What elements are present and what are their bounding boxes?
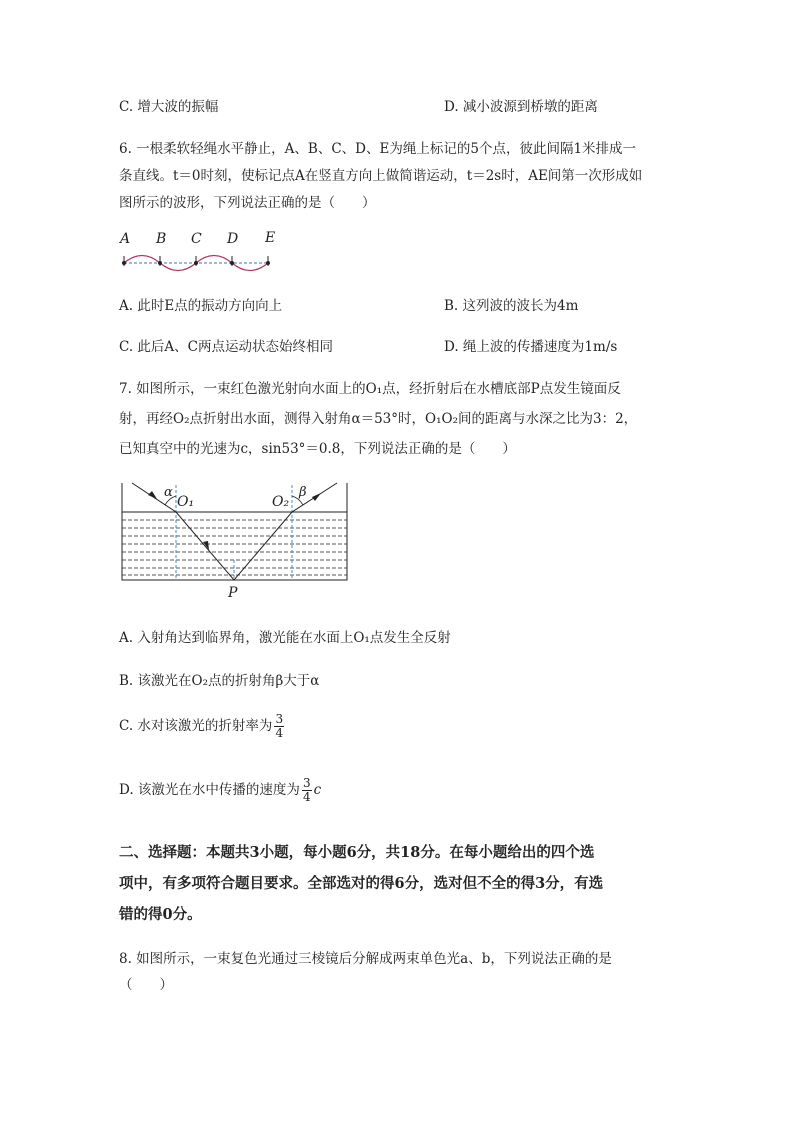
arrow-incident xyxy=(148,491,157,499)
q7-option-d xyxy=(119,777,321,804)
q6-option-c: C. 此后A、C两点运动状态始终相同 xyxy=(119,339,334,355)
section-2-heading-line3: 错的得0分。 xyxy=(119,906,202,923)
q6-option-b: B. 这列波的波长为4m xyxy=(444,298,579,314)
label-d: D xyxy=(227,231,239,247)
q7-option-a: A. 入射角达到临界角，激光能在水面上O₁点发生全反射 xyxy=(119,630,451,646)
fraction-three-quarters: $\frac{3}{4}$ xyxy=(275,712,284,740)
q6-option-d: D. 绳上波的传播速度为1m/s xyxy=(444,339,618,355)
point-markers xyxy=(122,256,270,266)
label-beta: β xyxy=(299,485,307,500)
arrow-refracted xyxy=(203,541,209,550)
label-alpha: α xyxy=(164,485,173,500)
q6-stem-line2: 条直线。t＝0时刻，使标记点A在竖直方向上做简谐运动，t＝2s时，AE间第一次形成如 xyxy=(119,168,643,184)
q7-stem-line3: 已知真空中的光速为c，sin53°＝0.8，下列说法正确的是（ ） xyxy=(119,441,516,457)
arrow-emergent xyxy=(312,493,321,501)
section-2-heading-line2: 项中，有多项符合题目要求。全部选对的得6分，选对但不全的得3分，有选 xyxy=(119,875,604,892)
q5-option-c: C. 增大波的振幅 xyxy=(119,99,219,115)
fraction-three-quarters: $\frac{3}{4}$ xyxy=(302,776,311,804)
label-e: E xyxy=(265,230,276,246)
q7-stem-line2: 射，再经O₂点折射出水面，测得入射角α＝53°时，O₁O₂间的距离与水深之比为3：2， xyxy=(119,411,638,427)
q7-option-c xyxy=(119,713,286,740)
q6-stem-line1: 6. 一根柔软轻绳水平静止，A、B、C、D、E为绳上标记的5个点，彼此间隔1米排成一 xyxy=(119,141,637,157)
q7-water-tank-figure xyxy=(115,480,355,605)
q6-stem-line3: 图所示的波形，下列说法正确的是（ ） xyxy=(119,195,376,211)
q6-wave-figure xyxy=(112,226,287,274)
q7-stem-line1: 7. 如图所示，一束红色激光射向水面上的O₁点，经折射后在水槽底部P点发生镜面反 xyxy=(119,381,621,397)
q7-option-c-text: C. 水对该激光的折射率为 xyxy=(119,718,273,734)
q7-option-b: B. 该激光在O₂点的折射角β大于α xyxy=(119,673,320,689)
section-2-heading-line1: 二、选择题：本题共3小题，每小题6分，共18分。在每小题给出的四个选 xyxy=(119,844,595,861)
label-o1: O₁ xyxy=(177,494,195,510)
q7-option-d-text: D. 该激光在水中传播的速度为 xyxy=(119,782,300,798)
speed-of-light-symbol: c xyxy=(313,782,322,798)
label-p: P xyxy=(228,585,238,601)
label-c: C xyxy=(191,231,202,247)
q5-option-d: D. 减小波源到桥墩的距离 xyxy=(444,99,598,115)
q8-stem-line2: （ ） xyxy=(119,977,173,993)
label-b: B xyxy=(156,231,167,247)
label-a: A xyxy=(120,231,131,247)
q6-option-a: A. 此时E点的振动方向向上 xyxy=(119,298,283,314)
label-o2: O₂ xyxy=(272,494,290,510)
q8-stem-line1: 8. 如图所示，一束复色光通过三棱镜后分解成两束单色光a、b，下列说法正确的是 xyxy=(119,951,612,967)
